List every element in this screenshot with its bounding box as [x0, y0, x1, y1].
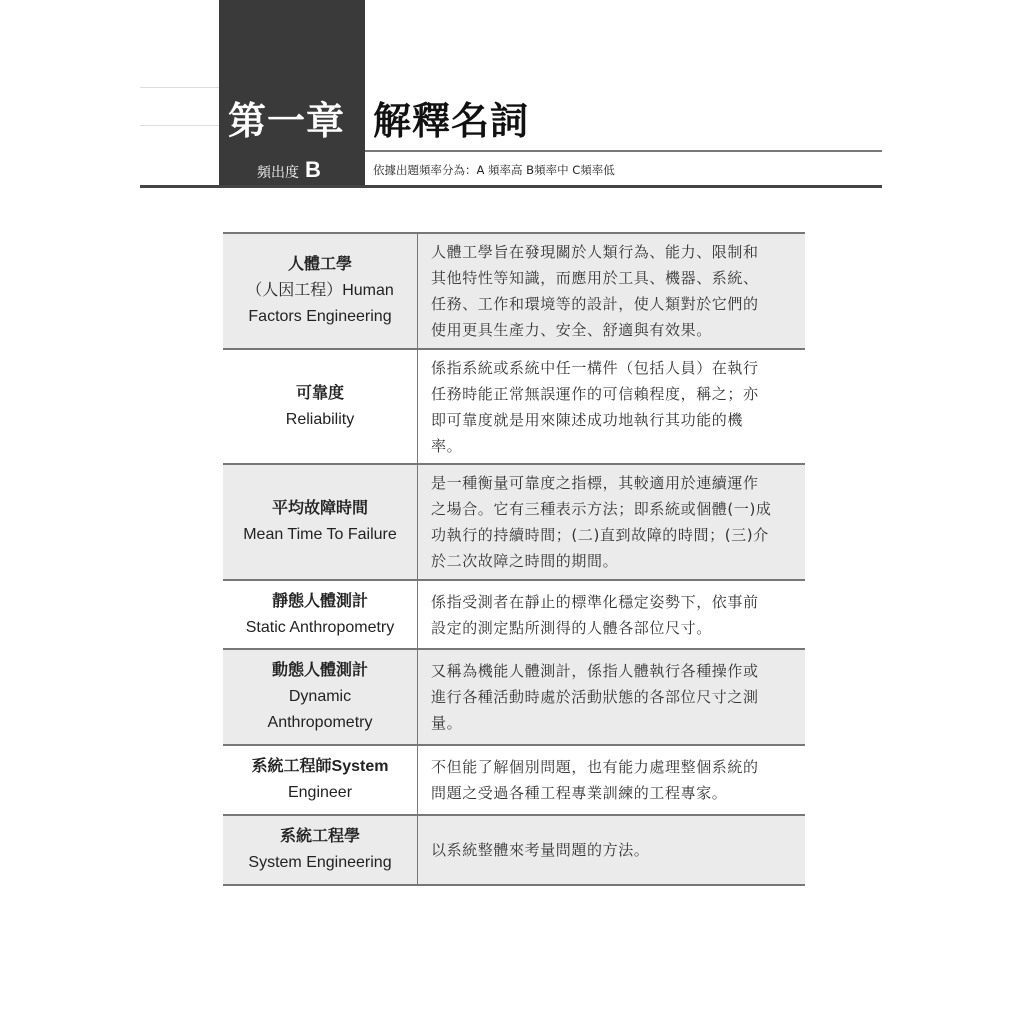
term-line: Mean Time To Failure: [243, 526, 397, 543]
divider: [140, 125, 219, 126]
term-cell: [223, 233, 418, 349]
table-row: [223, 580, 805, 649]
definition-line: 係指受測者在靜止的標準化穩定姿勢下，依事前: [431, 592, 759, 611]
definition-cell: [418, 580, 806, 649]
chapter-number: 第一章: [228, 99, 346, 143]
term-line: 人體工學: [287, 256, 352, 273]
frequency-label: 頻出度: [257, 165, 299, 181]
table-row: [223, 745, 805, 815]
definition-line: 之場合。它有三種表示方法；即系統或個體(一)成: [431, 500, 772, 518]
frequency-badge: [257, 157, 321, 183]
definition-line: 率。: [431, 436, 463, 455]
definition-line: 量。: [431, 714, 463, 732]
term-cell: [223, 649, 418, 745]
table-row: [223, 815, 805, 885]
definition-line: 使用更具生產力、安全、舒適與有效果。: [431, 321, 712, 339]
term-line: 靜態人體測計: [271, 592, 368, 610]
term-line: Static Anthropometry: [245, 618, 395, 636]
definition-line: 係指系統或系統中任一構件（包括人員）在執行: [431, 358, 759, 377]
term-line: System Engineering: [248, 854, 392, 871]
table-row: [223, 649, 805, 745]
definition-line: 任務、工作和環境等的設計，使人類對於它們的: [431, 295, 759, 313]
frequency-grade: B: [305, 157, 321, 182]
term-cell: [223, 580, 418, 649]
table-row: [223, 464, 805, 580]
definition-line: 是一種衡量可靠度之指標，其較適用於連續運作: [431, 474, 759, 492]
chapter-title: 解釋名詞: [373, 99, 530, 143]
term-cell: [223, 349, 418, 464]
definition-cell: [418, 349, 806, 464]
term-line: 可靠度: [295, 384, 344, 402]
definition-line: 不但能了解個別問題，也有能力處理整個系統的: [431, 758, 759, 776]
definition-line: 設定的測定點所測得的人體各部位尺寸。: [431, 618, 712, 637]
definition-line: 進行各種活動時處於活動狀態的各部位尺寸之測: [431, 688, 759, 706]
term-cell: [223, 464, 418, 580]
definition-line: 於二次故障之時間的期間。: [431, 552, 619, 570]
definition-line: 以系統整體來考量問題的方法。: [431, 841, 650, 859]
frequency-note: 依據出題頻率分為：A 頻率高 B頻率中 C頻率低: [373, 163, 615, 177]
definition-line: 又稱為機能人體測計，係指人體執行各種操作或: [431, 662, 759, 680]
term-line: Factors Engineering: [248, 308, 392, 325]
term-cell: [223, 745, 418, 815]
divider: [365, 150, 882, 152]
term-line: 動態人體測計: [271, 662, 368, 679]
term-line: 系統工程師System: [251, 758, 389, 775]
table-row: [223, 233, 805, 349]
term-line: Dynamic: [288, 688, 352, 705]
definition-line: 人體工學旨在發現關於人類行為、能力、限制和: [431, 243, 759, 261]
table-row: [223, 349, 805, 464]
definition-line: 其他特性等知識，而應用於工具、機器、系統、: [431, 269, 759, 287]
term-line: Reliability: [285, 410, 355, 428]
definition-cell: [418, 745, 806, 815]
definition-line: 問題之受過各種工程專業訓練的工程專家。: [431, 784, 728, 802]
definition-cell: [418, 464, 806, 580]
definition-line: 功執行的持續時間；(二)直到故障的時間；(三)介: [431, 526, 769, 544]
terms-table: [223, 232, 805, 886]
term-cell: [223, 815, 418, 885]
divider: [140, 185, 882, 188]
definition-cell: [418, 649, 806, 745]
definition-cell: [418, 815, 806, 885]
definition-cell: [418, 233, 806, 349]
term-line: Anthropometry: [267, 714, 373, 731]
term-line: 系統工程學: [279, 828, 360, 845]
term-line: （人因工程）Human: [246, 282, 394, 299]
divider: [140, 87, 219, 88]
term-line: 平均故障時間: [271, 500, 368, 517]
definition-line: 即可靠度就是用來陳述成功地執行其功能的機: [431, 410, 744, 429]
definition-line: 任務時能正常無誤運作的可信賴程度，稱之；亦: [431, 384, 759, 403]
term-line: Engineer: [287, 784, 353, 801]
